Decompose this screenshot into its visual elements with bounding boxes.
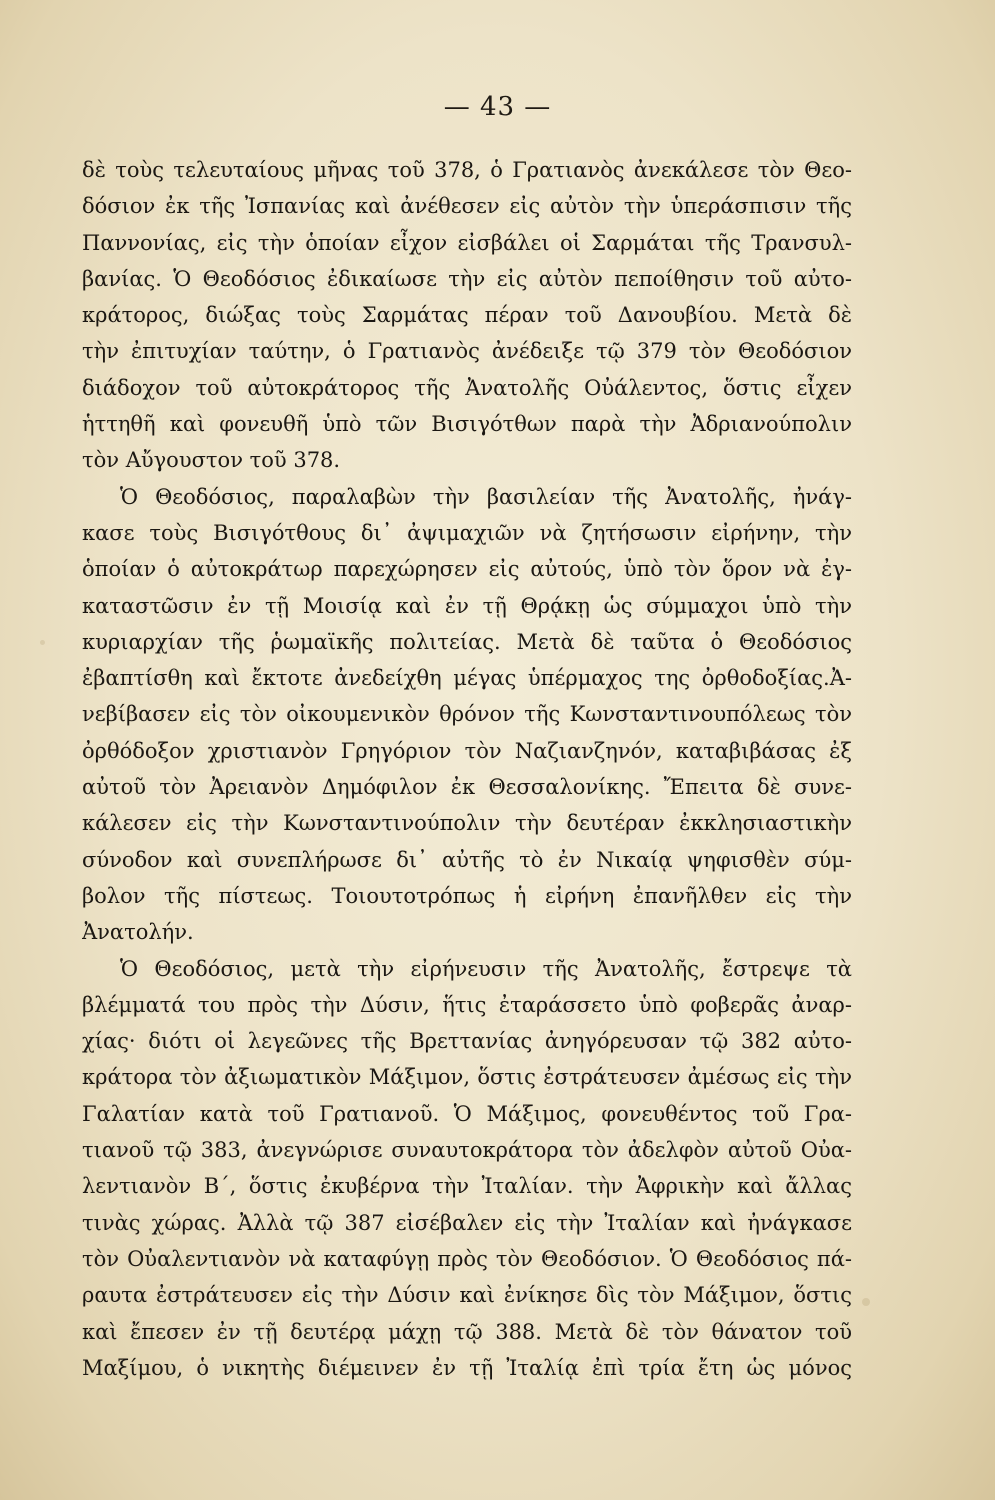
text-line: δόσιον ἐκ τῆς Ἰσπανίας καὶ ἀνέθεσεν εἰς αὐτὸν τὴν ὑπεράσπισιν τῆς [82,194,852,219]
text-line: τὸν Αὔγουστον τοῦ 378. [82,448,341,473]
text-line: σύνοδον καὶ συνεπλήρωσε δι᾽ αὐτῆς τὸ ἐν Νικαίᾳ ψηφισθὲν σύμ- [82,847,852,872]
text-line: κάλεσεν εἰς τὴν Κωνσταντινούπολιν τὴν δευτέραν ἐκκλησιαστικὴν [82,811,852,836]
body-text [82,152,852,1386]
text-line: ἡττηθῆ καὶ φονευθῆ ὑπὸ τῶν Βισιγότθων παρὰ τὴν Ἀδριανούπολιν [82,412,852,437]
text-line: κράτορος, διώξας τοὺς Σαρμάτας πέραν τοῦ Δανουβίου. Μετὰ δὲ [82,303,852,328]
paper-stain [40,640,45,645]
text-line: διάδοχον τοῦ αὐτοκράτορος τῆς Ἀνατολῆς Οὐάλεντος, ὅστις εἶχεν [82,375,852,400]
text-line: βολον τῆς πίστεως. Τοιουτοτρόπως ἡ εἰρήνη ἐπανῆλθεν εἰς τὴν [82,883,852,908]
text-line: ραυτα ἐστράτευσεν εἰς τὴν Δύσιν καὶ ἐνίκησε δὶς τὸν Μάξιμον, ὅστις [82,1283,852,1308]
text-line: κασε τοὺς Βισιγότθους δι᾽ ἀψιμαχιῶν νὰ ζητήσωσιν εἰρήνην, τὴν [82,520,852,545]
text-line: καὶ ἔπεσεν ἐν τῇ δευτέρᾳ μάχῃ τῷ 388. Μετὰ δὲ τὸν θάνατον τοῦ [82,1319,852,1344]
text-line: Μαξίμου, ὁ νικητὴς διέμεινεν ἐν τῇ Ἰταλίᾳ ἐπὶ τρία ἔτη ὡς μόνος [82,1355,852,1380]
text-line: νεβίβασεν εἰς τὸν οἰκουμενικὸν θρόνον τῆς Κωνσταντινουπόλεως τὸν [82,702,852,727]
text-line: τὴν ἐπιτυχίαν ταύτην, ὁ Γρατιανὸς ἀνέδειξε τῷ 379 τὸν Θεοδόσιον [82,339,852,364]
text-line: βανίας. Ὁ Θεοδόσιος ἐδικαίωσε τὴν εἰς αὐτὸν πεποίθησιν τοῦ αὐτο- [82,266,852,291]
text-line: λεντιανὸν Β΄, ὅστις ἐκυβέρνα τὴν Ἰταλίαν. τὴν Ἀφρικὴν καὶ ἄλλας [82,1174,852,1199]
text-line: κυριαρχίαν τῆς ῥωμαϊκῆς πολιτείας. Μετὰ δὲ ταῦτα ὁ Θεοδόσιος [82,629,852,654]
text-line: Ἀνατολήν. [82,920,194,945]
text-line: Ὁ Θεοδόσιος, παραλαβὼν τὴν βασιλείαν τῆς Ἀνατολῆς, ἠνάγ- [120,484,852,509]
text-line: ὁποίαν ὁ αὐτοκράτωρ παρεχώρησεν εἰς αὐτούς, ὑπὸ τὸν ὅρον νὰ ἐγ- [82,557,852,582]
text-line: δὲ τοὺς τελευταίους μῆνας τοῦ 378, ὁ Γρατιανὸς ἀνεκάλεσε τὸν Θεο- [82,158,852,182]
text-line: Γαλατίαν κατὰ τοῦ Γρατιανοῦ. Ὁ Μάξιμος, φονευθέντος τοῦ Γρα- [82,1101,852,1126]
text-line: κράτορα τὸν ἀξιωματικὸν Μάξιμον, ὅστις ἐστράτευσεν ἀμέσως εἰς τὴν [82,1065,852,1090]
page-number: — 43 — [443,92,552,122]
text-line: βλέμματά του πρὸς τὴν Δύσιν, ἥτις ἐταράσσετο ὑπὸ φοβερᾶς ἀναρ- [82,992,852,1017]
text-line: ἐβαπτίσθη καὶ ἔκτοτε ἀνεδείχθη μέγας ὑπέρμαχος της ὀρθοδοξίας.Ἀ- [82,666,852,691]
text-line: χίας· διότι οἱ λεγεῶνες τῆς Βρεττανίας ἀνηγόρευσαν τῷ 382 αὐτο- [82,1029,852,1054]
text-line: τὸν Οὐαλεντιανὸν νὰ καταφύγῃ πρὸς τὸν Θεοδόσιον. Ὁ Θεοδόσιος πά- [82,1246,852,1271]
text-line: ὀρθόδοξον χριστιανὸν Γρηγόριον τὸν Ναζιανζηνόν, καταβιβάσας ἐξ [82,738,852,763]
text-line: Παννονίας, εἰς τὴν ὁποίαν εἶχον εἰσβάλει οἱ Σαρμάται τῆς Τρανσυλ- [82,230,852,255]
text-line: τινὰς χώρας. Ἀλλὰ τῷ 387 εἰσέβαλεν εἰς τὴν Ἰταλίαν καὶ ἠνάγκασε [82,1210,852,1235]
text-line: αὐτοῦ τὸν Ἀρειανὸν Δημόφιλον ἐκ Θεσσαλονίκης. Ἔπειτα δὲ συνε- [82,775,852,800]
text-line: Ὁ Θεοδόσιος, μετὰ τὴν εἰρήνευσιν τῆς Ἀνατολῆς, ἔστρεψε τὰ [120,956,852,981]
text-line: τιανοῦ τῷ 383, ἀνεγνώρισε συναυτοκράτορα τὸν ἀδελφὸν αὐτοῦ Οὐα- [82,1138,852,1163]
paper-stain [862,1298,870,1306]
text-line: καταστῶσιν ἐν τῇ Μοισίᾳ καὶ ἐν τῇ Θρᾴκῃ ὡς σύμμαχοι ὑπὸ τὴν [82,593,852,618]
